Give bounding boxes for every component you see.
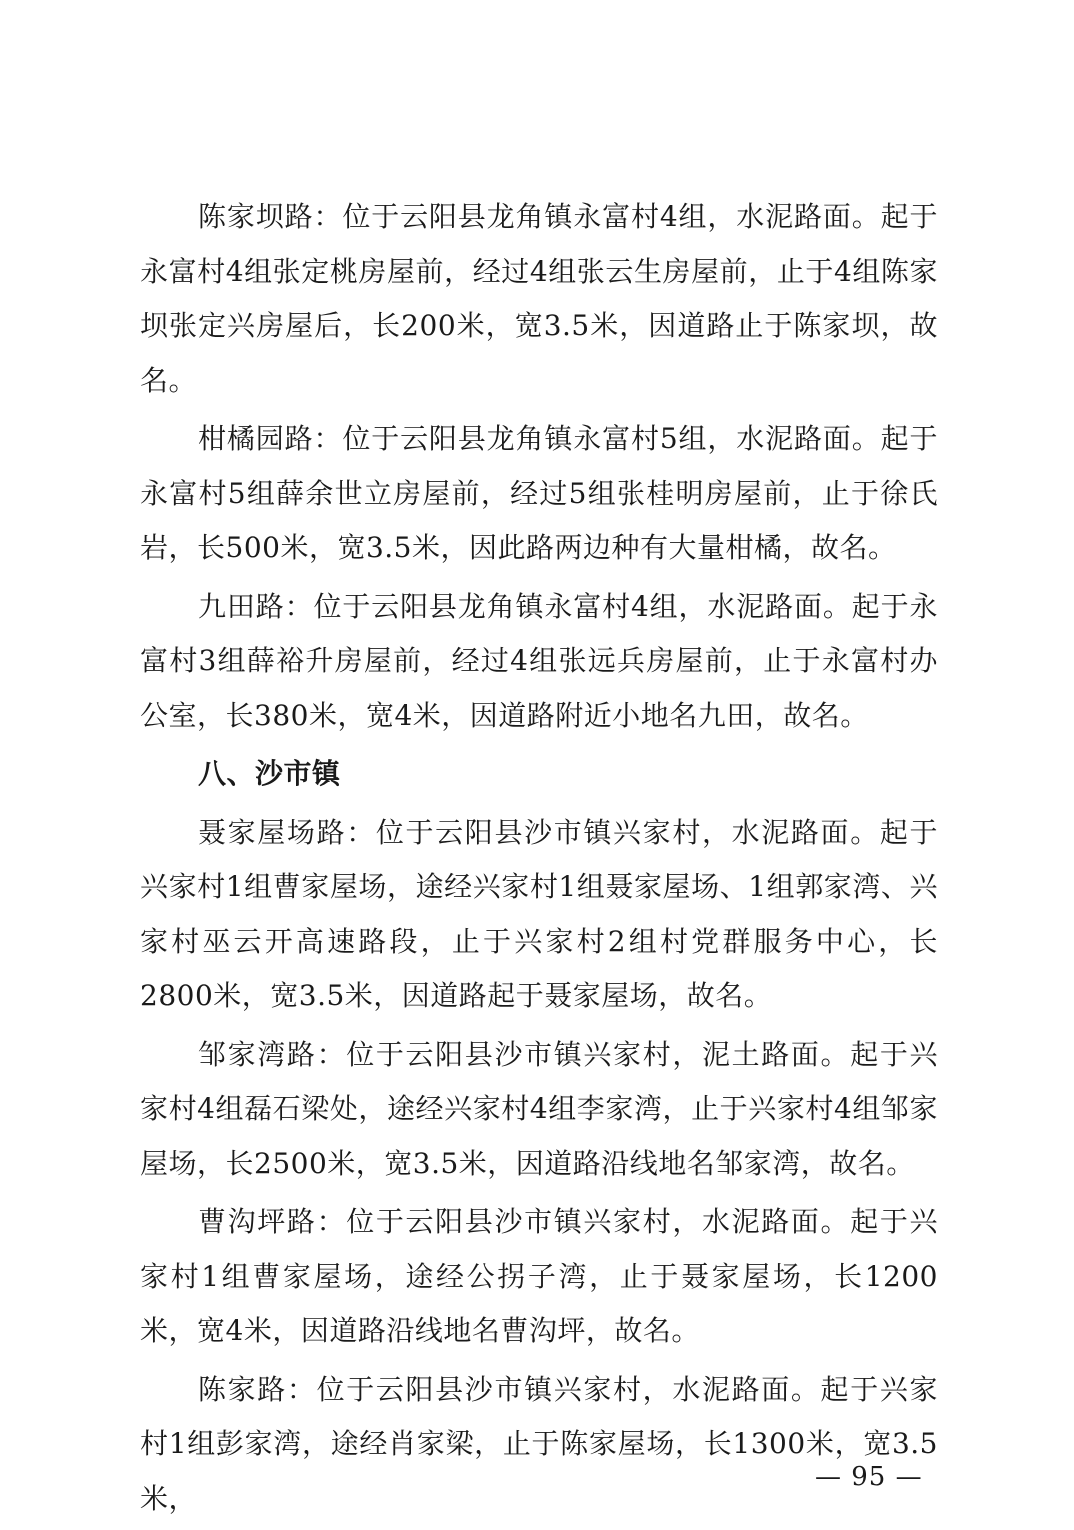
paragraph-chenjia-road: 陈家路：位于云阳县沙市镇兴家村，水泥路面。起于兴家村1组彭家湾，途经肖家梁，止于陈家屋场，长1300米，宽3.5米，: [140, 1372, 938, 1515]
paragraph-chenjiaba-road: 陈家坝路：位于云阳县龙角镇永富村4组，水泥路面。起于永富村4组张定桃房屋前，经过4组张云生房屋前，止于4组陈家坝张定兴房屋后，长200米，宽3.5米，因道路止于陈家坝，故名。: [140, 200, 938, 397]
paragraph-ganjuyuan-road: 柑橘园路：位于云阳县龙角镇永富村5组，水泥路面。起于永富村5组薛余世立房屋前，经过5组张桂明房屋前，止于徐氏岩，长500米，宽3.5米，因此路两边种有大量柑橘，故名。: [140, 422, 938, 564]
paragraph-jiutian-road: 九田路：位于云阳县龙角镇永富村4组，水泥路面。起于永富村3组薛裕升房屋前，经过4组张远兵房屋前，止于永富村办公室，长380米，宽4米，因道路附近小地名九田，故名。: [140, 589, 938, 732]
document-body: [140, 190, 938, 1530]
page-number: — 95 —: [815, 1462, 923, 1492]
paragraph-zoujiawan-road: 邹家湾路：位于云阳县沙市镇兴家村，泥土路面。起于兴家村4组磊石梁处，途经兴家村4组李家湾，止于兴家村4组邹家屋场，长2500米，宽3.5米，因道路沿线地名邹家湾，故名。: [140, 1037, 938, 1180]
paragraph-caogouping-road: 曹沟坪路：位于云阳县沙市镇兴家村，水泥路面。起于兴家村1组曹家屋场，途经公拐子湾，止于聂家屋场，长1200米，宽4米，因道路沿线地名曹沟坪，故名。: [140, 1205, 938, 1347]
section-heading-shashi-town: 八、沙市镇: [198, 757, 341, 790]
paragraph-niejiawuchang-road: 聂家屋场路：位于云阳县沙市镇兴家村，水泥路面。起于兴家村1组曹家屋场，途经兴家村1组聂家屋场、1组郭家湾、兴家村巫云开高速路段，止于兴家村2组村党群服务中心，长2800米，宽3.5米，因道路起于聂家屋场，故名。: [140, 815, 938, 1012]
